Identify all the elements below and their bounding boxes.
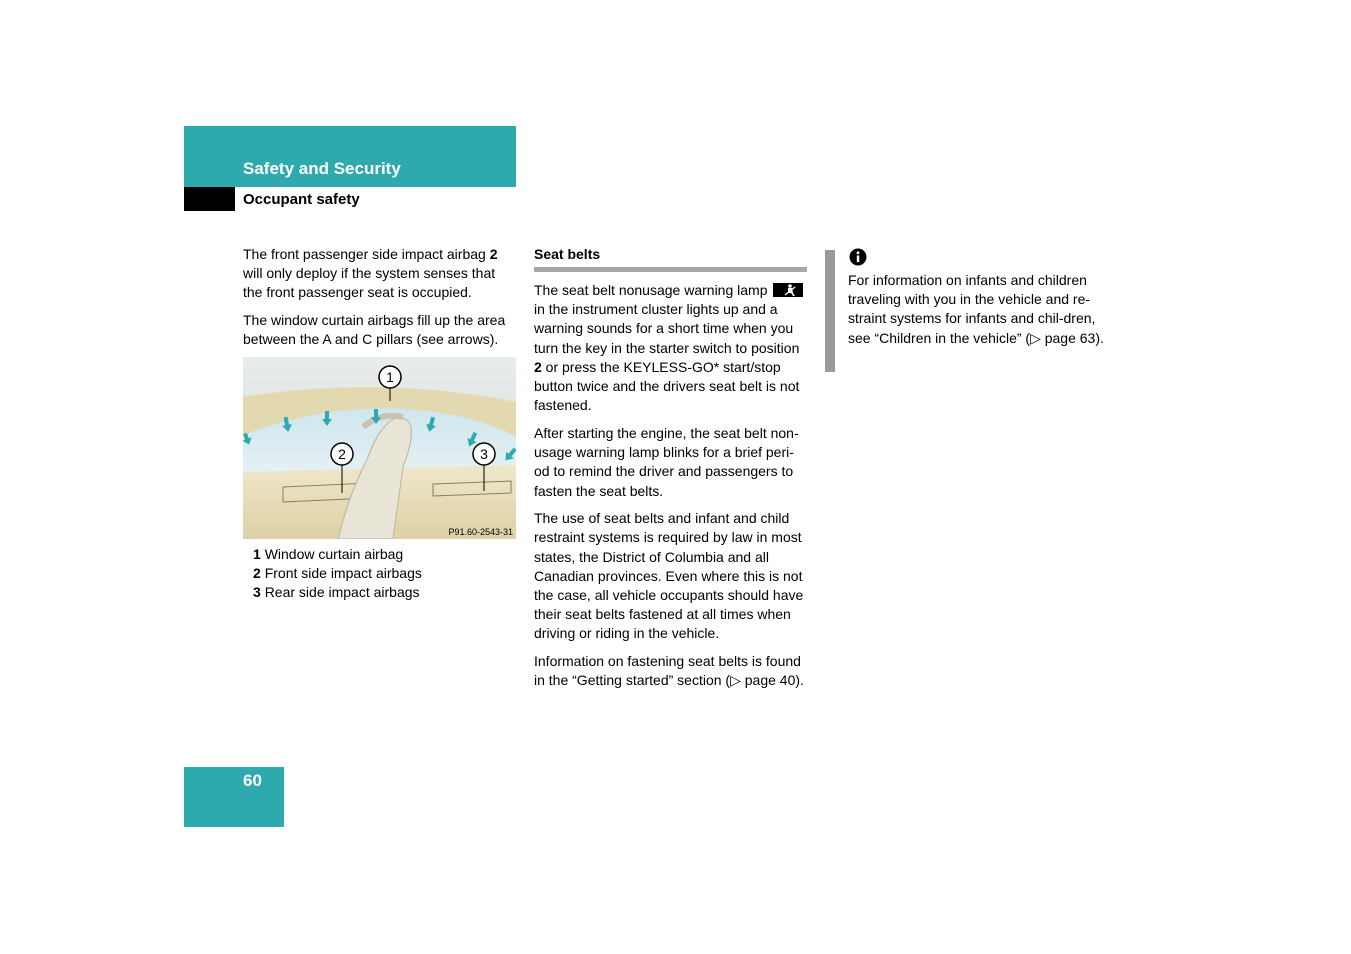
middle-column — [534, 281, 808, 699]
position-number: 2 — [534, 358, 542, 375]
legend-label: Rear side impact airbags — [264, 584, 420, 601]
legend-number: 2 — [253, 565, 261, 582]
paragraph-side-airbag — [243, 245, 515, 303]
paragraph-page-reference: Information on fastening seat belts is found in the “Getting started” section (▷ page 40). — [534, 653, 804, 689]
callout-label-3: 3 — [480, 446, 488, 462]
figure-code: P91.60-2543-31 — [448, 527, 513, 537]
section-subtitle: Occupant safety — [243, 191, 360, 208]
seat-belt-warning-lamp-icon — [773, 283, 803, 297]
legend-label: Front side impact airbags — [264, 565, 422, 582]
legend-number: 1 — [253, 546, 261, 562]
paragraph-curtain-airbag: The window curtain airbags fill up the area between the A and C pillars (see arrows). — [243, 312, 506, 348]
info-note: For information on infants and children traveling with you in the vehicle and re-straint systems for infants and chil-dren, see “Children in the vehicle” (▷ page 63). — [848, 272, 1104, 346]
paragraph-blinking-lamp: After starting the engine, the seat belt non-usage warning lamp blinks for a brief peri-od to remind the driver and passengers to fasten the seat belts. — [534, 424, 799, 499]
callout-label-2: 2 — [338, 446, 346, 462]
text: The front passenger side impact airbag — [243, 246, 490, 262]
legend-item — [253, 583, 422, 602]
figure-legend — [253, 545, 422, 603]
page-number: 60 — [243, 771, 262, 790]
seat-belts-heading: Seat belts — [534, 246, 807, 272]
section-header-title: Safety and Security — [243, 159, 401, 178]
legend-label: Window curtain airbag — [264, 546, 404, 562]
info-icon — [849, 248, 867, 266]
page-number-box — [184, 767, 284, 827]
legend-item — [253, 564, 422, 583]
paragraph-legal-requirement: The use of seat belts and infant and child restraint systems is required by law in most states, the District of Columbia and all Canadian provinces. Even where this is not the case, all vehicle occupants should have their seat belts fastened at all times when driving or riding in the vehicle. — [534, 510, 804, 642]
left-column — [243, 245, 515, 358]
legend-item — [253, 545, 422, 564]
text: The seat belt nonusage warning lamp — [534, 282, 772, 298]
paragraph-warning-lamp — [534, 281, 808, 415]
callout-number: 2 — [489, 246, 498, 262]
legend-number: 3 — [253, 584, 261, 601]
text: in the instrument cluster lights up and a warning sounds for a short time when you turn the key in the starter switch to position — [534, 301, 800, 356]
airbag-illustration — [243, 357, 516, 539]
text: will only deploy if the system senses that the front passenger seat is occupied. — [243, 265, 496, 301]
header-tab-marker — [184, 187, 235, 211]
text: or press the KEYLESS-GO* start/stop button twice and the drivers seat belt is not fastened. — [534, 358, 800, 414]
callout-label-1: 1 — [386, 369, 394, 385]
info-sidebar-bar — [825, 250, 835, 372]
